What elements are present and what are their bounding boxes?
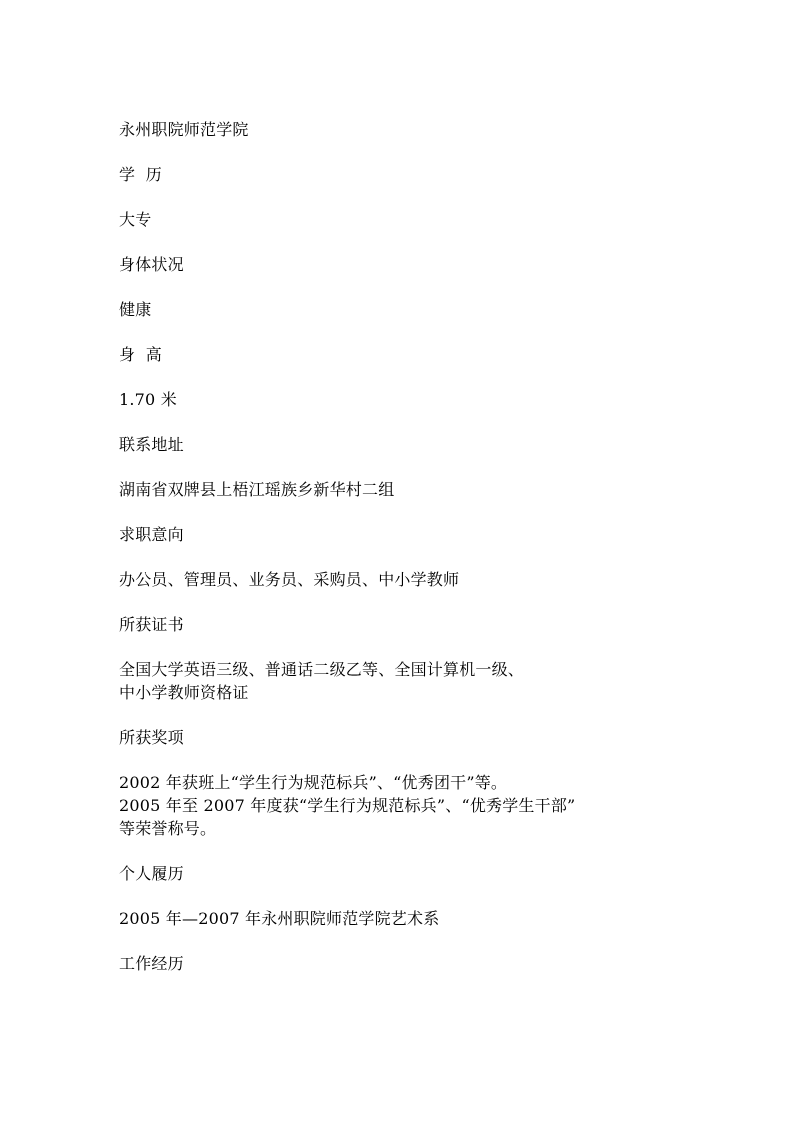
text-line: 联系地址 <box>119 435 184 454</box>
health-value <box>119 298 679 321</box>
text-line: 2002 年获班上“学生行为规范标兵”、“优秀团干”等。 <box>119 773 508 792</box>
text-line: 所获奖项 <box>119 728 184 747</box>
certificates-value <box>119 658 679 704</box>
text-line: 工作经历 <box>119 954 184 973</box>
text-line: 所获证书 <box>119 615 184 634</box>
text-line: 2005 年至 2007 年度获“学生行为规范标兵”、“优秀学生干部” <box>119 796 576 815</box>
address-value <box>119 478 679 501</box>
job-intent-value <box>119 568 679 591</box>
height-value <box>119 388 679 411</box>
text-line: 等荣誉称号。 <box>119 819 217 838</box>
text-line: 办公员、管理员、业务员、采购员、中小学教师 <box>119 570 460 589</box>
resume-value <box>119 907 679 930</box>
education-value <box>119 208 679 231</box>
text-line: 中小学教师资格证 <box>119 683 249 702</box>
text-line: 身 高 <box>119 345 162 364</box>
awards-label <box>119 726 679 749</box>
height-label <box>119 343 679 366</box>
text-line: 1.70 米 <box>119 390 177 409</box>
text-line: 湖南省双牌县上梧江瑶族乡新华村二组 <box>119 480 395 499</box>
school-name <box>119 118 679 141</box>
work-experience-label <box>119 952 679 975</box>
resume-label <box>119 862 679 885</box>
address-label <box>119 433 679 456</box>
text-line: 身体状况 <box>119 255 184 274</box>
text-line: 学 历 <box>119 165 162 184</box>
document-body <box>119 118 679 997</box>
text-line: 2005 年—2007 年永州职院师范学院艺术系 <box>119 909 440 928</box>
text-line: 健康 <box>119 300 152 319</box>
awards-value <box>119 771 679 840</box>
text-line: 大专 <box>119 210 152 229</box>
education-label <box>119 163 679 186</box>
text-line: 全国大学英语三级、普通话二级乙等、全国计算机一级、 <box>119 660 525 679</box>
health-label <box>119 253 679 276</box>
text-line: 个人履历 <box>119 864 184 883</box>
text-line: 求职意向 <box>119 525 184 544</box>
certificates-label <box>119 613 679 636</box>
text-line: 永州职院师范学院 <box>119 120 249 139</box>
job-intent-label <box>119 523 679 546</box>
